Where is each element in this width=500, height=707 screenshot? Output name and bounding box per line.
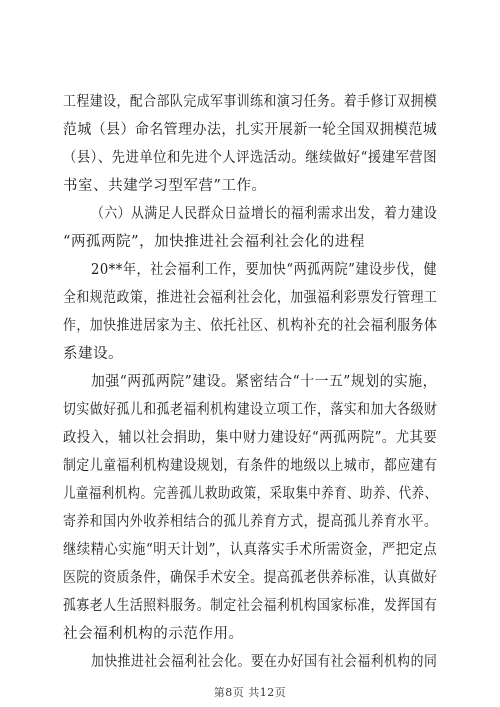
text-line: 社会福利机构的示范作用。 (63, 626, 244, 642)
text-line: 范城（县）命名管理办法，扎实开展新一轮全国双拥模范城 (63, 122, 438, 138)
text-line: 继续精心实施“明天计划”，认真落实手术所需资金，严把定点 (63, 542, 438, 558)
section-heading: （六）从满足人民群众日益增长的福利需求出发，着力建设 (91, 206, 438, 222)
text-line: 书室、共建学习型军营”工作。 (63, 178, 267, 194)
text-line: 寄养和国内外收养相结合的孤儿养育方式，提高孤儿养育水平。 (63, 514, 438, 530)
section-heading-continued: “两孤两院”，加快推进社会福利社会化的进程 (63, 234, 365, 250)
text-line: 系建设。 (63, 346, 124, 362)
text-line: 工程建设，配合部队完成军事训练和演习任务。着手修订双拥模 (63, 94, 438, 110)
page-footer: 第8页 共12页 (213, 686, 287, 699)
text-line: 医院的资质条件，确保手术安全。提高孤老供养标准，认真做好 (63, 570, 438, 586)
text-line: 政投入，辅以社会捐助，集中财力建设好“两孤两院”。尤其要 (63, 430, 438, 446)
text-line: 儿童福利机构。完善孤儿救助政策，采取集中养育、助养、代养、 (63, 486, 438, 502)
paragraph-start: 加强“两孤两院”建设。紧密结合“十一五”规划的实施， (91, 374, 437, 390)
text-line: 孤寡老人生活照料服务。制定社会福利机构国家标准，发挥国有 (63, 598, 438, 614)
text-line: 全和规范政策，推进社会福利社会化，加强福利彩票发行管理工 (63, 290, 438, 306)
text-line: （县）、先进单位和先进个人评选活动。继续做好“援建军营图 (63, 150, 438, 166)
text-line: 作，加快推进居家为主、依托社区、机构补充的社会福利服务体 (63, 318, 438, 334)
paragraph-start: 加快推进社会福利社会化。要在办好国有社会福利机构的同 (91, 654, 438, 670)
paragraph-start: 20**年，社会福利工作，要加快“两孤两院”建设步伐，健 (91, 262, 438, 278)
text-line: 制定儿童福利机构建设规划，有条件的地级以上城市，都应建有 (63, 458, 438, 474)
text-line: 切实做好孤儿和孤老福利机构建设立项工作，落实和加大各级财 (63, 402, 438, 418)
